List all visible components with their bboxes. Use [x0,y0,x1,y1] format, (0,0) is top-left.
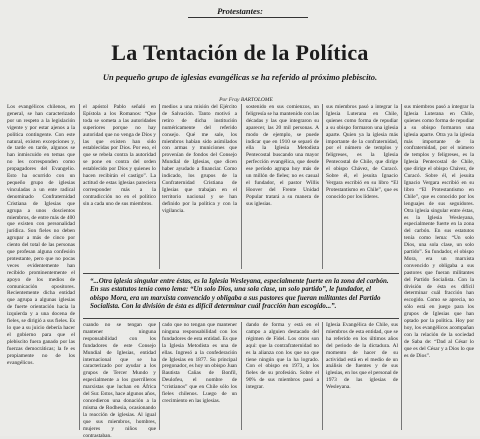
article-column-1: Los evangélicos chilenos, en general, se han caracterizado por un respeto a la legislación vigente y por estar ajenos a la política contingente. Con este natural, existen excepciones y, de tarde en tarde, algunos se han inmiscuido en temas que no les corresponden como propagadores del Evangelio. Esto ha ocurrido con un pequeño grupo de iglesias vinculadas a un ente radical denominado Confraternidad Cristiana de Iglesias que agrupa a unos doscientos miembros, de entre más de 400 que existen con personalidad jurídica. Son fieles no deben agrupar a más de cinco por ciento del total de las personas que profesan alguna confesión protestante, pero que no pocas veces evidentemente han recibido prominentemente el apoyo de los medios de comunicación opositores. Recientemente dicha entidad que agrupa a algunas iglesias de fuerte orientación hacia la izquierda y a una docena de fieles, se dirigió a sus fieles. Es lo que a su juicio debería hacer el gobierno para que el plebiscito fuera ganado por las fuerzas democráticas; la fe es propiamente no de los evangélicos. [7,104,75,366]
article-title: La Tentación de la Política [111,40,369,65]
column-divider [79,104,80,430]
article-column-5: sus miembros pasó a integrar la Iglesia Luterana en Chile, quienes como forma de repudiar a su obispo formaron una iglesia aparte. Quien ya la iglesia más importante de la confraternidad, por el número de templos y feligreses, es la Iglesia Pentecostal de Chile, que dirige el obispo Chávez, de Curacó. Sobre él, el jesuita Ignacio Vergara escribió en su libro “El Protestantismo en Chile”, que es conocido por los líderes. [326,104,398,200]
article-column-4: sostenido en sus comienzos, un feligresía se ha mantenido con las décadas y las que integraron su aparecer, las 20 mil personas. A modo de ejemplo, se puede indicar que en 1910 se separó de ella la Iglesia Metodista Pentecostal buscando una mayor perfección evangélica, que desde ese período agrupa hoy más de un millón de fieles; no es casual el fundador, el pastor Willis Hoover del Frente Unidad Popular tratará a su manera de sus iglesias. [246,104,319,207]
article-kicker: Protestantes: [217,6,263,16]
article-column-6: sus miembros pasó a integrar la Iglesia Luterana en Chile, quienes como forma de repudiar a su obispo formaron una iglesia aparte. Otra ya la iglesia más importante de la confraternidad, por el número de templos y feligreses, es la Iglesia Pentecostal de Chile, que dirige el obispo Chávez, de Curacó. Sobre él, el jesuita Ignacio Vergara escribió en su libro “El Protestantismo en Chile”, que es conocido por los lenguajes de sus seguidores. Otra iglesia singular entre éstas, es la Iglesia Wesleyana, especialmente fuerte en la zona del carbón. En sus estatutos tenía como lema: “Un solo Dios, una sola clase, un solo partido”. Su fundador, el obispo Mora, era un marxista convencido y obligaba a sus pastores que fueran militantes del Partido Socialista. Con la división de ésta es difícil determinar cuál fracción han escogido. Como se aprecia, no sólo está en juego para los grupos de Iglesias que han optado por la política. Hoy por hoy, los evangélicos acompañan con la relación de la sociedad de Saba de: “Dad al César lo que es del César y a Dios lo que es de Dios”. [404,104,474,359]
kicker-underline [188,17,308,18]
article-column-3-lower: cado que no tengan que mantener ninguna responsabilidad con los fundadores de esta entidad. Es que la Iglesia Metodista es una de ellas. Ingresó a la confederación de Iglesias en 1877. Su principal pregonador, es hoy un obispo Juan Bautista Cañas de Bonfil, Deulofeu, el nombre de “cristianos” que en Chile sólo los fieles chilenos. Luego de un crecimiento en las iglesias. [162,322,237,404]
column-divider [159,322,160,430]
article-column-2: el apóstol Pablo señaló en Epístola a los Romanos: “Que toda se someta a las autoridades superiores porque no hay autoridad que no venga de Dios y las que existen han sido establecidas por Dios. Por eso, el que se rebela contra la autoridad se pone en contra del orden establecido por Dios y quienes lo hacen recibirán el castigo”. La actitud de estas iglesias pareciera corresponder más a la contradicción no en el político sin a cada uno de sus miembros. [83,104,156,207]
article-column-4-lower: dando de forma y está en el campo a alguien destacado del régimen de Fidel. Los otros son aquí: que la contrafraternidad no es la alianza con los que no que tiene ningún que la ha logrado. Con el obispo en 1973, a los fieles de su profesión. Sobre el 90% de sus miembros pasó a integrar. [246,322,319,391]
article-column-2-lower: cuando no se tengan que mantener ninguna responsabilidad con los fundadores de este Consejo Mundial de Iglesias, entidad internacional que se ha caracterizado por ayudar a los grupos de Tercer Mundo y especialmente a los guerrilleros marxistas que luchan en África del Sur. Estos, hace algunos años, concedieron una donación a la misma de Rodhesia, ocasionando la reacción de iglesias. Al igual que sus miembros, hombres, mujeres y niños que contrastaban. [83,322,156,439]
column-divider [159,104,160,269]
column-divider [322,104,323,269]
pull-quote: “...Otra iglesia singular entre éstas, es la Iglesia Wesleyana, especialmente fuerte en la zona del carbón. En sus estatutos tenía como lema: “Un solo Dios, una sola clase, un solo partido”, le fundador, el obispo Mora, era un marxista convencido y obligaba a sus pastores que fueran militantes del Partido Socialista. Con la división de ésta es difícil determinar cuál fracción han escogido...”. [90,277,389,311]
column-divider [241,104,242,269]
column-divider [322,322,323,430]
article-subtitle: Un pequeño grupo de iglesias evangélicas se ha referido al próximo plebiscito. [102,72,378,82]
article-column-3: medios a una misión del Ejército de Salvación. Tanto motivó a retiro de dicha institución numéricamente del referido consejo. Qué me sale, los miembros habían sido asimilados con armas y municiones que provenían de fondos del Consejo Mundial de Iglesias, que dicen haber ayudado a financiar. Como indicado, los grupos de la Confraternidad Cristiana de Iglesias que trabajan en el territorio nacional y se han definido por la política y con la vigilancia. [162,104,237,214]
article-column-5-lower: Iglesia Evangélica de Chile, sus miembros de esta entidad, que se ha referido en los últimos años del periodo de la dictadura. Al momento de hacer de su actividad está en el medio de un análisis de fuentes y de sus iglesias, en los que el personal de 1973 de las iglesias de Wesleyana. [326,322,399,391]
column-divider [241,322,242,430]
column-divider [401,104,402,430]
article-byline: Por Fray BARTOLOME [219,97,273,103]
